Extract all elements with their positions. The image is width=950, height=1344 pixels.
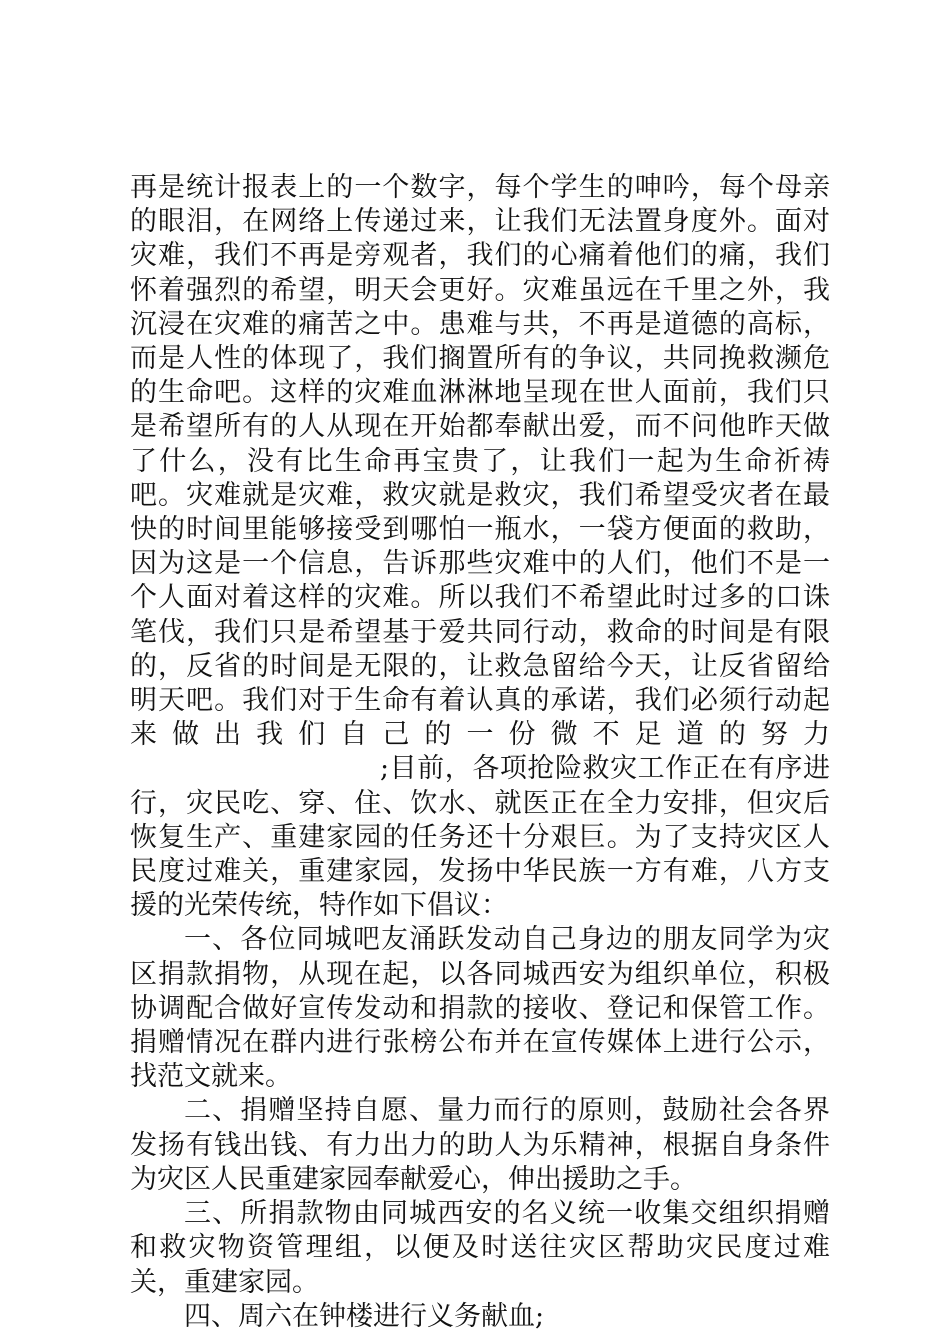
paragraph-1-part-a: 再是统计报表上的一个数字，每个学生的呻吟，每个母亲的眼泪，在网络上传递过来，让我们无法置身度外。面对灾难，我们不再是旁观者，我们的心痛着他们的痛，我们怀着强烈的希望，明天会更好。灾难虽远在千里之外，我沉浸在灾难的痛苦之中。患难与共，不再是道德的高标，而是人性的体现了，我们搁置所有的争议，共同挽救濒危的生命吧。这样的灾难血淋淋地呈现在世人面前，我们只是希望所有的人从现在开始都奉献出爱，而不问他昨天做了什么，没有比生命再宝贵了，让我们一起为生命祈祷吧。灾难就是灾难，救灾就是救灾，我们希望受灾者在最快的时间里能够接受到哪怕一瓶水，一袋方便面的救助，因为这是一个信息，告诉那些灾难中的人们，他们不是一个人面对着这样的灾难。所以我们不希望此时过多的口诛笔伐，我们只是希望基于爱共同行动，救命的时间是有限的，反省的时间是无限的，让救急留给今天，让反省留给明天吧。我们对于生命有着认真的承诺，我们必须行动起来做出我们自己的一份微不足道的努力: [130, 172, 830, 751]
paragraph-5: 四、周六在钟楼进行义务献血;: [184, 1300, 545, 1332]
paragraph-1-part-b: ;目前，各项抢险救灾工作正在有序进行，灾民吃、穿、住、饮水、就医正在全力安排，但灾后恢复生产、重建家园的任务还十分艰巨。为了支持灾区人民度过难关，重建家园，发扬中华民族一方有难，八方支援的光荣传统，特作如下倡议：: [130, 753, 830, 922]
paragraph-3: 二、捐赠坚持自愿、量力而行的原则，鼓励社会各界发扬有钱出钱、有力出力的助人为乐精神，根据自身条件为灾区人民重建家园奉献爱心，伸出援助之手。: [130, 1095, 830, 1195]
paragraph-2: 一、各位同城吧友涌跃发动自己身边的朋友同学为灾区捐款捐物，从现在起，以各同城西安为组织单位，积极协调配合做好宣传发动和捐款的接收、登记和保管工作。捐赠情况在群内进行张榜公布并在宣传媒体上进行公示，找范文就来。: [130, 924, 830, 1093]
paragraph-1: [130, 171, 830, 923]
document-body: [130, 171, 830, 1334]
paragraph-4: 三、所捐款物由同城西安的名义统一收集交组织捐赠和救灾物资管理组，以便及时送往灾区帮助灾民度过难关，重建家园。: [130, 1198, 830, 1298]
